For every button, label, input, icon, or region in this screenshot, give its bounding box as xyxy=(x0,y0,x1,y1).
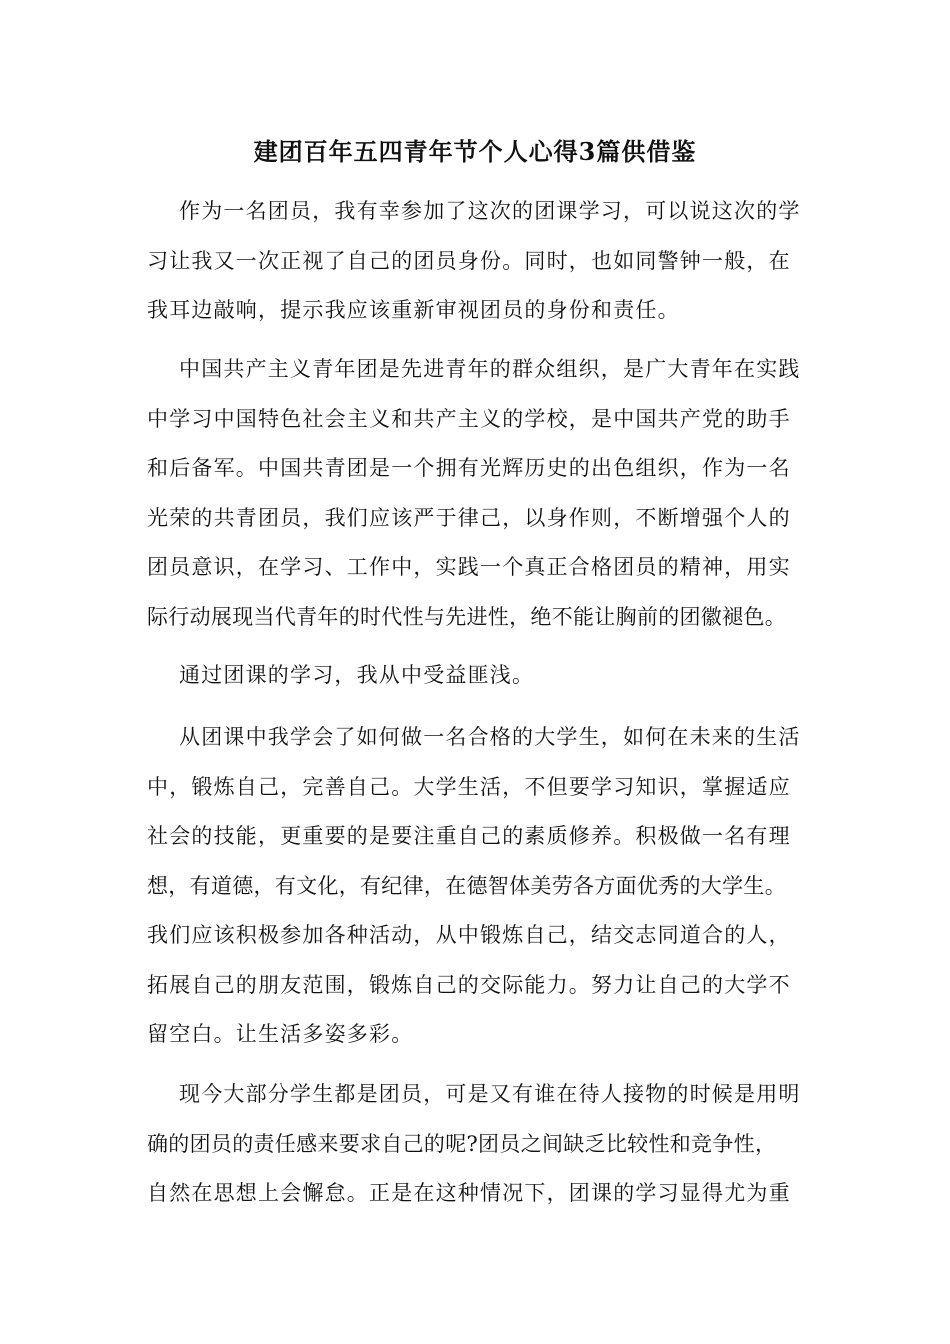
paragraph-line: 团员意识，在学习、工作中，实践一个真正合格团员的精神，用实 xyxy=(147,555,791,579)
paragraph-line: 我们应该积极参加各种活动，从中锻炼自己，结交志同道合的人， xyxy=(147,923,791,947)
paragraph-1 xyxy=(147,187,817,336)
paragraph-line: 中，锻炼自己，完善自己。大学生活，不但要学习知识，掌握适应 xyxy=(147,774,791,799)
paragraph-line: 留空白。让生活多姿多彩。 xyxy=(147,1022,414,1046)
paragraph-line: 社会的技能，更重要的是要注重自己的素质修养。积极做一名有理 xyxy=(147,824,791,848)
paragraph-line: 习让我又一次正视了自己的团员身份。同时，也如同警钟一般，在 xyxy=(147,248,791,273)
paragraph-3 xyxy=(147,651,817,701)
paragraph-line: 确的团员的责任感来要求自己的呢?团员之间缺乏比较性和竞争性， xyxy=(147,1131,777,1156)
paragraph-line: 际行动展现当代青年的时代性与先进性，绝不能让胸前的团徽褪色。 xyxy=(147,604,786,629)
paragraph-5 xyxy=(147,1070,817,1219)
paragraph-line: 作为一名团员，我有幸参加了这次的团课学习，可以说这次的学 xyxy=(179,199,801,223)
paragraph-line: 拓展自己的朋友范围，锻炼自己的交际能力。努力让自己的大学不 xyxy=(147,972,791,997)
document-title: 建团百年五四青年节个人心得3篇供借鉴 xyxy=(253,137,697,166)
paragraph-line: 中学习中国特色社会主义和共产主义的学校，是中国共产党的助手 xyxy=(147,406,791,431)
paragraph-line: 从团课中我学会了如何做一名合格的大学生，如何在未来的生活 xyxy=(179,725,801,749)
paragraph-line: 中国共产主义青年团是先进青年的群众组织，是广大青年在实践 xyxy=(179,357,801,381)
paragraph-2 xyxy=(147,345,817,642)
paragraph-line: 我耳边敲响，提示我应该重新审视团员的身份和责任。 xyxy=(147,298,680,322)
paragraph-line: 通过团课的学习，我从中受益匪浅。 xyxy=(179,663,535,687)
paragraph-line: 自然在思想上会懈怠。正是在这种情况下，团课的学习显得尤为重 xyxy=(147,1181,791,1205)
paragraph-4 xyxy=(147,713,817,1060)
paragraph-line: 光荣的共青团员，我们应该严于律己，以身作则，不断增强个人的 xyxy=(147,505,791,530)
paragraph-line: 现今大部分学生都是团员，可是又有谁在待人接物的时候是用明 xyxy=(179,1082,801,1106)
paragraph-line: 想，有道德，有文化，有纪律，在德智体美劳各方面优秀的大学生。 xyxy=(147,873,786,898)
paragraph-line: 和后备军。中国共青团是一个拥有光辉历史的出色组织，作为一名 xyxy=(147,456,791,480)
